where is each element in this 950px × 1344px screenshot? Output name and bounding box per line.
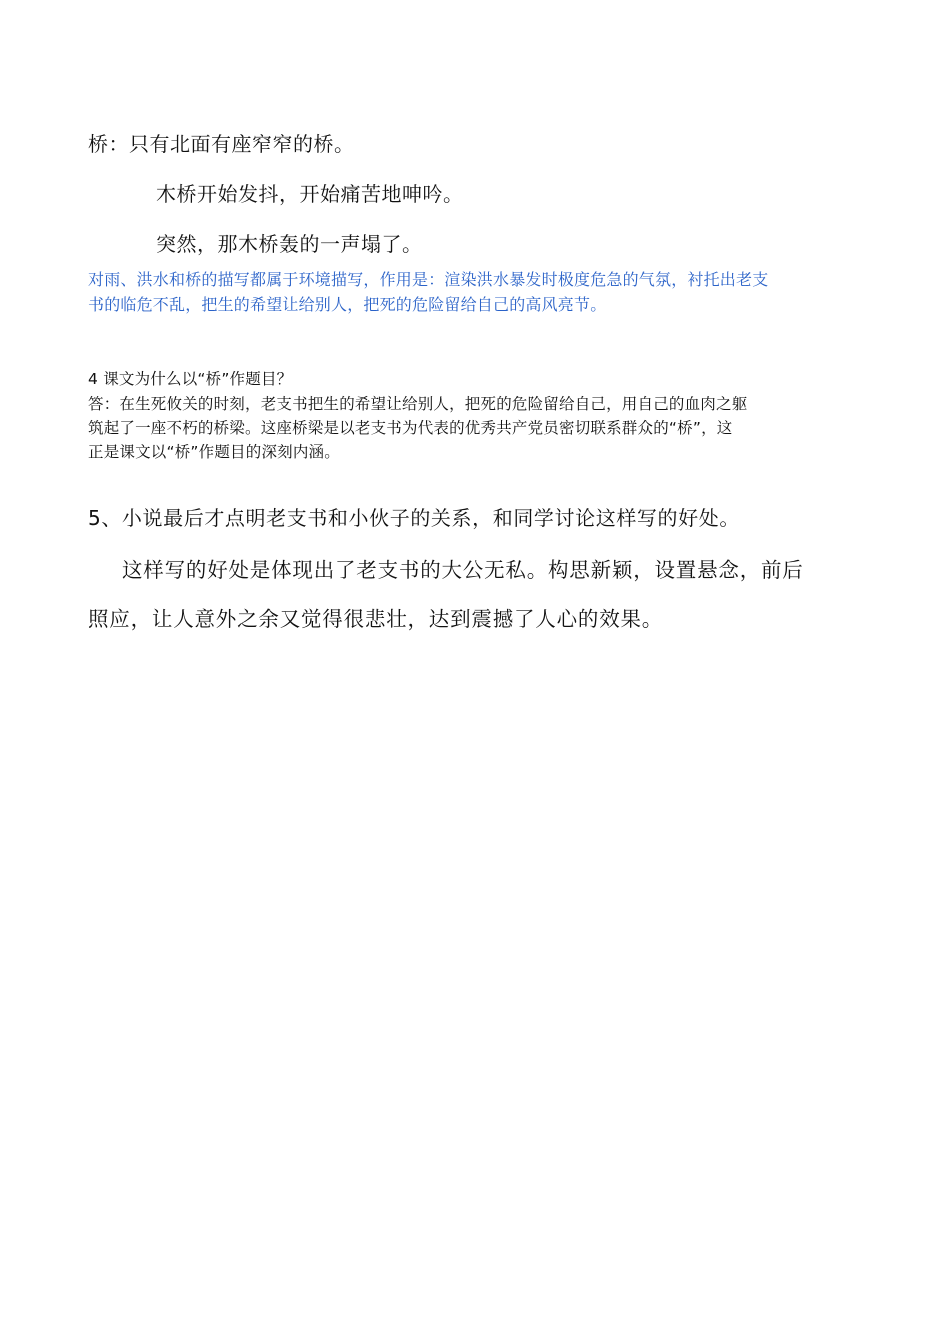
bridge-line-1: 桥：只有北面有座窄窄的桥。 — [88, 132, 355, 156]
question-5-answer-line-1: 这样写的好处是体现出了老支书的大公无私。构思新颖，设置悬念，前后 — [122, 558, 804, 582]
environment-note-line-2: 书的临危不乱，把生的希望让给别人，把死的危险留给自己的高风亮节。 — [88, 295, 607, 314]
question-4-answer-line-2: 筑起了一座不朽的桥梁。这座桥梁是以老支书为代表的优秀共产党员密切联系群众的“桥”，这 — [88, 419, 733, 437]
question-4-answer-line-1: 答：在生死攸关的时刻，老支书把生的希望让给别人，把死的危险留给自己，用自己的血肉之躯 — [88, 395, 748, 413]
question-5-title: 5、小说最后才点明老支书和小伙子的关系，和同学讨论这样写的好处。 — [88, 506, 740, 530]
bridge-line-3: 突然，那木桥轰的一声塌了。 — [156, 232, 423, 256]
bridge-line-2: 木桥开始发抖，开始痛苦地呻吟。 — [156, 182, 464, 206]
environment-note-line-1: 对雨、洪水和桥的描写都属于环境描写，作用是：渲染洪水暴发时极度危急的气氛，衬托出老支 — [88, 270, 769, 289]
question-4-answer-line-3: 正是课文以“桥”作题目的深刻内涵。 — [88, 443, 340, 461]
question-5-answer-line-2: 照应，让人意外之余又觉得很悲壮，达到震撼了人心的效果。 — [88, 607, 664, 631]
question-4-title: 4 课文为什么以“桥”作题目？ — [88, 370, 293, 388]
